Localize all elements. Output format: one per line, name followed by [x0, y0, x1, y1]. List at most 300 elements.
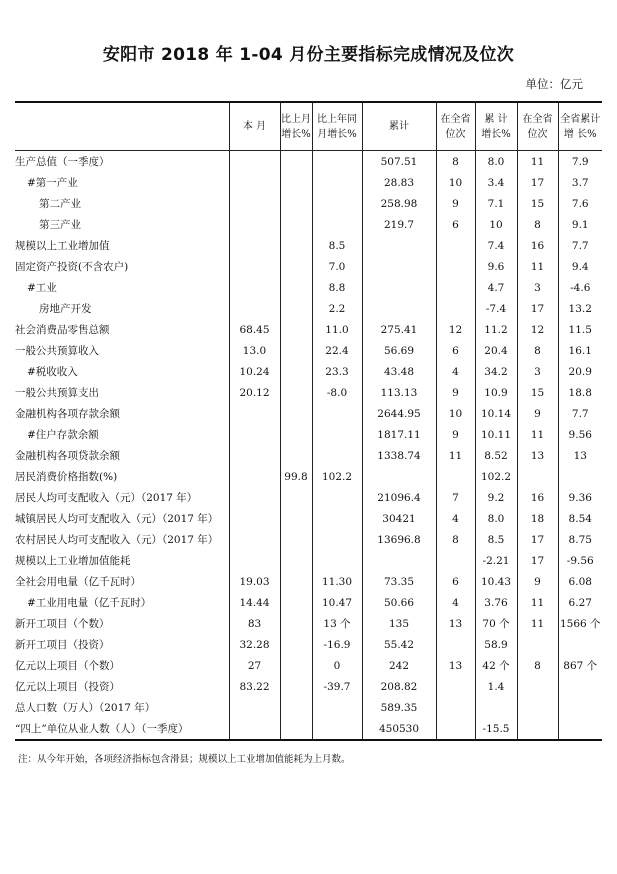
- cell-cum: 28.83: [362, 172, 436, 193]
- cell-month: [229, 529, 280, 550]
- column-header-line1: 全省累计: [560, 113, 601, 125]
- unit-label: 单位：亿元: [525, 77, 583, 91]
- cell-rank1: 6: [436, 340, 475, 361]
- cell-rank1: [436, 634, 475, 655]
- cell-prov: 20.9: [558, 361, 602, 382]
- cell-rank1: 8: [436, 529, 475, 550]
- row-label: 总人口数（万人）（2017 年）: [15, 702, 156, 714]
- cell-rank1: 6: [436, 571, 475, 592]
- cell-prov: 9.4: [558, 256, 602, 277]
- cell-month: 14.44: [229, 592, 280, 613]
- cell-cumg: 10.9: [475, 382, 517, 403]
- table-row: [15, 382, 602, 403]
- cell-prov: 16.1: [558, 340, 602, 361]
- row-label: 第三产业: [39, 219, 81, 231]
- row-label: 固定资产投资(不含农户): [15, 261, 129, 273]
- cell-prov: 18.8: [558, 382, 602, 403]
- column-header-line1: 比上月: [281, 113, 311, 125]
- cell-mom: [280, 613, 312, 634]
- cell-rank1: 4: [436, 592, 475, 613]
- cell-month: [229, 445, 280, 466]
- cell-cum: 1817.11: [362, 424, 436, 445]
- cell-prov: 13.2: [558, 298, 602, 319]
- cell-rank2: 11: [517, 592, 558, 613]
- row-label: #住户存款余额: [27, 429, 99, 441]
- cell-rank1: 9: [436, 193, 475, 214]
- cell-cumg: -15.5: [475, 718, 517, 740]
- cell-cum: 56.69: [362, 340, 436, 361]
- table-row: [15, 340, 602, 361]
- column-header-line2: 增长%: [481, 128, 511, 140]
- cell-prov: 6.27: [558, 592, 602, 613]
- cell-rank1: 12: [436, 319, 475, 340]
- cell-rank2: [517, 466, 558, 487]
- cell-cum: [362, 235, 436, 256]
- cell-prov: 1566 个: [558, 613, 602, 634]
- table-row: [15, 697, 602, 718]
- cell-yoy: 10.47: [312, 592, 362, 613]
- cell-prov: 9.56: [558, 424, 602, 445]
- cell-yoy: 2.2: [312, 298, 362, 319]
- table-body: [15, 151, 602, 741]
- cell-mom: [280, 382, 312, 403]
- cell-rank1: 8: [436, 151, 475, 173]
- table-row: [15, 298, 602, 319]
- cell-prov: [558, 634, 602, 655]
- column-header-line2: 位次: [527, 128, 548, 140]
- cell-rank2: [517, 676, 558, 697]
- cell-yoy: 11.30: [312, 571, 362, 592]
- cell-mom: [280, 424, 312, 445]
- cell-month: [229, 235, 280, 256]
- cell-mom: [280, 634, 312, 655]
- cell-cumg: 1.4: [475, 676, 517, 697]
- row-label: #第一产业: [27, 177, 78, 189]
- cell-mom: [280, 445, 312, 466]
- cell-cumg: 70 个: [475, 613, 517, 634]
- cell-cum: [362, 550, 436, 571]
- cell-rank1: [436, 676, 475, 697]
- table-row: [15, 634, 602, 655]
- column-header-line2: 位次: [445, 128, 466, 140]
- cell-mom: 99.8: [280, 466, 312, 487]
- cell-rank1: [436, 298, 475, 319]
- cell-rank1: 13: [436, 655, 475, 676]
- cell-mom: [280, 361, 312, 382]
- row-label: 亿元以上项目（投资）: [15, 681, 120, 693]
- cell-cumg: [475, 697, 517, 718]
- row-label: “四上”单位从业人数（人）（一季度）: [15, 718, 229, 740]
- table-row: [15, 256, 602, 277]
- cell-cumg: 7.4: [475, 235, 517, 256]
- cell-cum: [362, 256, 436, 277]
- cell-yoy: -8.0: [312, 382, 362, 403]
- cell-cumg: 34.2: [475, 361, 517, 382]
- cell-month: [229, 172, 280, 193]
- column-header: [475, 102, 517, 151]
- row-label: 亿元以上项目（个数）: [15, 660, 120, 672]
- cell-rank1: [436, 256, 475, 277]
- cell-rank2: 18: [517, 508, 558, 529]
- cell-cumg: 42 个: [475, 655, 517, 676]
- column-header-line1: 比上年同: [317, 113, 357, 125]
- row-label: 第二产业: [39, 198, 81, 210]
- cell-cum: 275.41: [362, 319, 436, 340]
- cell-cum: 507.51: [362, 151, 436, 173]
- cell-cumg: 7.1: [475, 193, 517, 214]
- cell-cum: 450530: [362, 718, 436, 740]
- cell-month: [229, 403, 280, 424]
- cell-rank2: 16: [517, 487, 558, 508]
- cell-yoy: 13 个: [312, 613, 362, 634]
- cell-month: [229, 487, 280, 508]
- cell-month: 83.22: [229, 676, 280, 697]
- cell-yoy: [312, 697, 362, 718]
- cell-cum: 43.48: [362, 361, 436, 382]
- cell-prov: 9.1: [558, 214, 602, 235]
- cell-mom: [280, 592, 312, 613]
- cell-prov: 8.75: [558, 529, 602, 550]
- cell-rank1: 4: [436, 508, 475, 529]
- row-label: 新开工项目（个数）: [15, 618, 110, 630]
- table-row: [15, 718, 602, 740]
- cell-yoy: [312, 529, 362, 550]
- cell-mom: [280, 403, 312, 424]
- row-label: 新开工项目（投资）: [15, 639, 110, 651]
- cell-yoy: [312, 508, 362, 529]
- cell-rank2: [517, 634, 558, 655]
- cell-rank2: 11: [517, 151, 558, 173]
- table-row: [15, 424, 602, 445]
- cell-rank2: 15: [517, 382, 558, 403]
- cell-month: 68.45: [229, 319, 280, 340]
- cell-cum: 219.7: [362, 214, 436, 235]
- cell-cumg: 3.76: [475, 592, 517, 613]
- table-row: [15, 529, 602, 550]
- cell-yoy: [312, 487, 362, 508]
- cell-cum: 13696.8: [362, 529, 436, 550]
- row-label: 社会消费品零售总额: [15, 324, 110, 336]
- row-label: #工业: [27, 282, 57, 294]
- cell-cum: 1338.74: [362, 445, 436, 466]
- cell-cum: [362, 298, 436, 319]
- indicators-table: [15, 101, 602, 741]
- cell-prov: 7.6: [558, 193, 602, 214]
- cell-cumg: 9.2: [475, 487, 517, 508]
- cell-yoy: 0: [312, 655, 362, 676]
- cell-rank1: 10: [436, 172, 475, 193]
- cell-cumg: 8.0: [475, 508, 517, 529]
- cell-rank2: 11: [517, 256, 558, 277]
- cell-rank1: [436, 697, 475, 718]
- cell-rank2: 17: [517, 172, 558, 193]
- cell-yoy: 22.4: [312, 340, 362, 361]
- row-label: 居民消费价格指数(%): [15, 471, 118, 483]
- cell-rank1: 9: [436, 382, 475, 403]
- cell-prov: 11.5: [558, 319, 602, 340]
- column-header: [15, 102, 229, 151]
- cell-mom: [280, 655, 312, 676]
- cell-cumg: 3.4: [475, 172, 517, 193]
- cell-cumg: -2.21: [475, 550, 517, 571]
- cell-mom: [280, 193, 312, 214]
- row-label: 金融机构各项存款余额: [15, 408, 120, 420]
- cell-month: 32.28: [229, 634, 280, 655]
- cell-cum: 242: [362, 655, 436, 676]
- cell-yoy: 11.0: [312, 319, 362, 340]
- row-label: 一般公共预算支出: [15, 387, 99, 399]
- cell-rank1: [436, 466, 475, 487]
- cell-rank1: [436, 235, 475, 256]
- cell-cum: 258.98: [362, 193, 436, 214]
- cell-month: [229, 277, 280, 298]
- cell-prov: [558, 718, 602, 740]
- cell-rank1: 13: [436, 613, 475, 634]
- cell-rank1: 9: [436, 424, 475, 445]
- cell-rank1: [436, 277, 475, 298]
- cell-yoy: [312, 445, 362, 466]
- cell-mom: [280, 151, 312, 173]
- cell-yoy: [312, 403, 362, 424]
- cell-mom: [280, 256, 312, 277]
- cell-yoy: [312, 214, 362, 235]
- table-row: [15, 445, 602, 466]
- cell-mom: [280, 487, 312, 508]
- cell-cumg: 9.6: [475, 256, 517, 277]
- row-label: 农村居民人均可支配收入（元）（2017 年）: [15, 534, 219, 546]
- cell-rank2: 15: [517, 193, 558, 214]
- cell-rank2: 3: [517, 277, 558, 298]
- cell-month: [229, 151, 280, 173]
- table-row: [15, 193, 602, 214]
- cell-prov: 3.7: [558, 172, 602, 193]
- cell-month: [229, 298, 280, 319]
- cell-cum: 135: [362, 613, 436, 634]
- row-label: #工业用电量（亿千瓦时）: [27, 597, 152, 609]
- cell-month: [229, 718, 280, 740]
- row-label: 全社会用电量（亿千瓦时）: [15, 576, 141, 588]
- row-label: 生产总值（一季度）: [15, 156, 110, 168]
- cell-rank1: 10: [436, 403, 475, 424]
- cell-cumg: -7.4: [475, 298, 517, 319]
- row-label: 城镇居民人均可支配收入（元）（2017 年）: [15, 513, 219, 525]
- table-row: [15, 571, 602, 592]
- cell-cum: 30421: [362, 508, 436, 529]
- cell-cum: [362, 277, 436, 298]
- cell-month: 13.0: [229, 340, 280, 361]
- table-row: [15, 466, 602, 487]
- table-row: [15, 403, 602, 424]
- row-label: #税收收入: [27, 366, 78, 378]
- column-header: [558, 102, 602, 151]
- table-header-row: [15, 102, 602, 151]
- cell-rank2: [517, 718, 558, 740]
- column-header: [312, 102, 362, 151]
- cell-yoy: 7.0: [312, 256, 362, 277]
- cell-yoy: [312, 172, 362, 193]
- cell-prov: 867 个: [558, 655, 602, 676]
- cell-cum: 589.35: [362, 697, 436, 718]
- table-row: [15, 277, 602, 298]
- cell-cumg: 11.2: [475, 319, 517, 340]
- row-label: 规模以上工业增加值: [15, 240, 110, 252]
- table-row: [15, 487, 602, 508]
- cell-cumg: 10: [475, 214, 517, 235]
- cell-month: [229, 697, 280, 718]
- cell-rank2: 3: [517, 361, 558, 382]
- cell-mom: [280, 676, 312, 697]
- cell-rank2: 11: [517, 613, 558, 634]
- cell-month: 10.24: [229, 361, 280, 382]
- cell-rank1: 4: [436, 361, 475, 382]
- column-header-line1: 在全省: [440, 113, 471, 125]
- cell-yoy: [312, 550, 362, 571]
- cell-rank2: 11: [517, 424, 558, 445]
- column-header: [280, 102, 312, 151]
- cell-month: [229, 424, 280, 445]
- cell-cum: 208.82: [362, 676, 436, 697]
- column-header-line1: 本 月: [242, 121, 267, 132]
- table-row: [15, 361, 602, 382]
- table-row: [15, 151, 602, 173]
- cell-prov: 7.7: [558, 235, 602, 256]
- cell-month: 83: [229, 613, 280, 634]
- cell-yoy: [312, 424, 362, 445]
- cell-rank2: 9: [517, 571, 558, 592]
- cell-cumg: 10.11: [475, 424, 517, 445]
- cell-month: 19.03: [229, 571, 280, 592]
- cell-cumg: 58.9: [475, 634, 517, 655]
- table-row: [15, 592, 602, 613]
- column-header-line2: 增长%: [281, 128, 311, 140]
- cell-yoy: [312, 193, 362, 214]
- cell-prov: [558, 697, 602, 718]
- cell-cumg: 8.0: [475, 151, 517, 173]
- table-row: [15, 172, 602, 193]
- cell-mom: [280, 277, 312, 298]
- cell-mom: [280, 235, 312, 256]
- cell-cum: 50.66: [362, 592, 436, 613]
- column-header-line1: 在全省: [522, 113, 553, 125]
- cell-rank2: 9: [517, 403, 558, 424]
- cell-rank2: [517, 697, 558, 718]
- cell-mom: [280, 571, 312, 592]
- cell-cumg: 10.14: [475, 403, 517, 424]
- cell-month: [229, 214, 280, 235]
- cell-mom: [280, 718, 312, 740]
- cell-rank1: 6: [436, 214, 475, 235]
- cell-cum: 55.42: [362, 634, 436, 655]
- cell-prov: -4.6: [558, 277, 602, 298]
- cell-month: [229, 466, 280, 487]
- row-label: 居民人均可支配收入（元）（2017 年）: [15, 492, 198, 504]
- cell-prov: 13: [558, 445, 602, 466]
- cell-cum: 113.13: [362, 382, 436, 403]
- column-header: [362, 102, 436, 151]
- cell-yoy: 23.3: [312, 361, 362, 382]
- cell-yoy: 102.2: [312, 466, 362, 487]
- table-row: [15, 508, 602, 529]
- row-label: 规模以上工业增加值能耗: [15, 555, 131, 567]
- table-row: [15, 676, 602, 697]
- table-row: [15, 319, 602, 340]
- row-label: 房地产开发: [39, 303, 92, 315]
- cell-yoy: -39.7: [312, 676, 362, 697]
- column-header: [229, 102, 280, 151]
- cell-rank2: 8: [517, 340, 558, 361]
- cell-prov: [558, 466, 602, 487]
- cell-cumg: 8.52: [475, 445, 517, 466]
- cell-prov: 9.36: [558, 487, 602, 508]
- cell-cumg: 8.5: [475, 529, 517, 550]
- cell-yoy: 8.8: [312, 277, 362, 298]
- cell-mom: [280, 319, 312, 340]
- cell-month: [229, 193, 280, 214]
- cell-cumg: 4.7: [475, 277, 517, 298]
- cell-rank2: 8: [517, 214, 558, 235]
- cell-rank1: [436, 718, 475, 740]
- footnote: 注：从今年开始，各项经济指标包含滑县；规模以上工业增加值能耗为上月数。: [18, 754, 351, 765]
- cell-cumg: 102.2: [475, 466, 517, 487]
- cell-mom: [280, 298, 312, 319]
- table-row: [15, 655, 602, 676]
- cell-month: 27: [229, 655, 280, 676]
- cell-rank2: 12: [517, 319, 558, 340]
- cell-prov: [558, 676, 602, 697]
- cell-yoy: [312, 151, 362, 173]
- cell-rank2: 16: [517, 235, 558, 256]
- column-header-line1: 累计: [389, 121, 409, 132]
- cell-prov: 7.7: [558, 403, 602, 424]
- cell-mom: [280, 340, 312, 361]
- row-label: 一般公共预算收入: [15, 345, 99, 357]
- row-label: 金融机构各项贷款余额: [15, 450, 120, 462]
- cell-mom: [280, 550, 312, 571]
- table-row: [15, 214, 602, 235]
- cell-yoy: -16.9: [312, 634, 362, 655]
- cell-cum: 21096.4: [362, 487, 436, 508]
- cell-mom: [280, 508, 312, 529]
- cell-rank2: 13: [517, 445, 558, 466]
- cell-month: [229, 550, 280, 571]
- cell-month: [229, 256, 280, 277]
- column-header: [517, 102, 558, 151]
- cell-month: 20.12: [229, 382, 280, 403]
- cell-mom: [280, 697, 312, 718]
- cell-cum: 73.35: [362, 571, 436, 592]
- cell-rank2: 8: [517, 655, 558, 676]
- cell-rank1: 11: [436, 445, 475, 466]
- column-header-line2: 月增长%: [317, 128, 357, 140]
- cell-cumg: 20.4: [475, 340, 517, 361]
- cell-yoy: [312, 718, 362, 740]
- cell-prov: -9.56: [558, 550, 602, 571]
- cell-prov: 6.08: [558, 571, 602, 592]
- cell-cumg: 10.43: [475, 571, 517, 592]
- cell-mom: [280, 529, 312, 550]
- column-header: [436, 102, 475, 151]
- page-title: 安阳市 2018 年 1-04 月份主要指标完成情况及位次: [102, 45, 515, 65]
- cell-mom: [280, 214, 312, 235]
- cell-mom: [280, 172, 312, 193]
- cell-cum: 2644.95: [362, 403, 436, 424]
- cell-prov: 8.54: [558, 508, 602, 529]
- cell-rank2: 17: [517, 529, 558, 550]
- table-row: [15, 550, 602, 571]
- cell-rank2: 17: [517, 550, 558, 571]
- cell-rank2: 17: [517, 298, 558, 319]
- table-row: [15, 613, 602, 634]
